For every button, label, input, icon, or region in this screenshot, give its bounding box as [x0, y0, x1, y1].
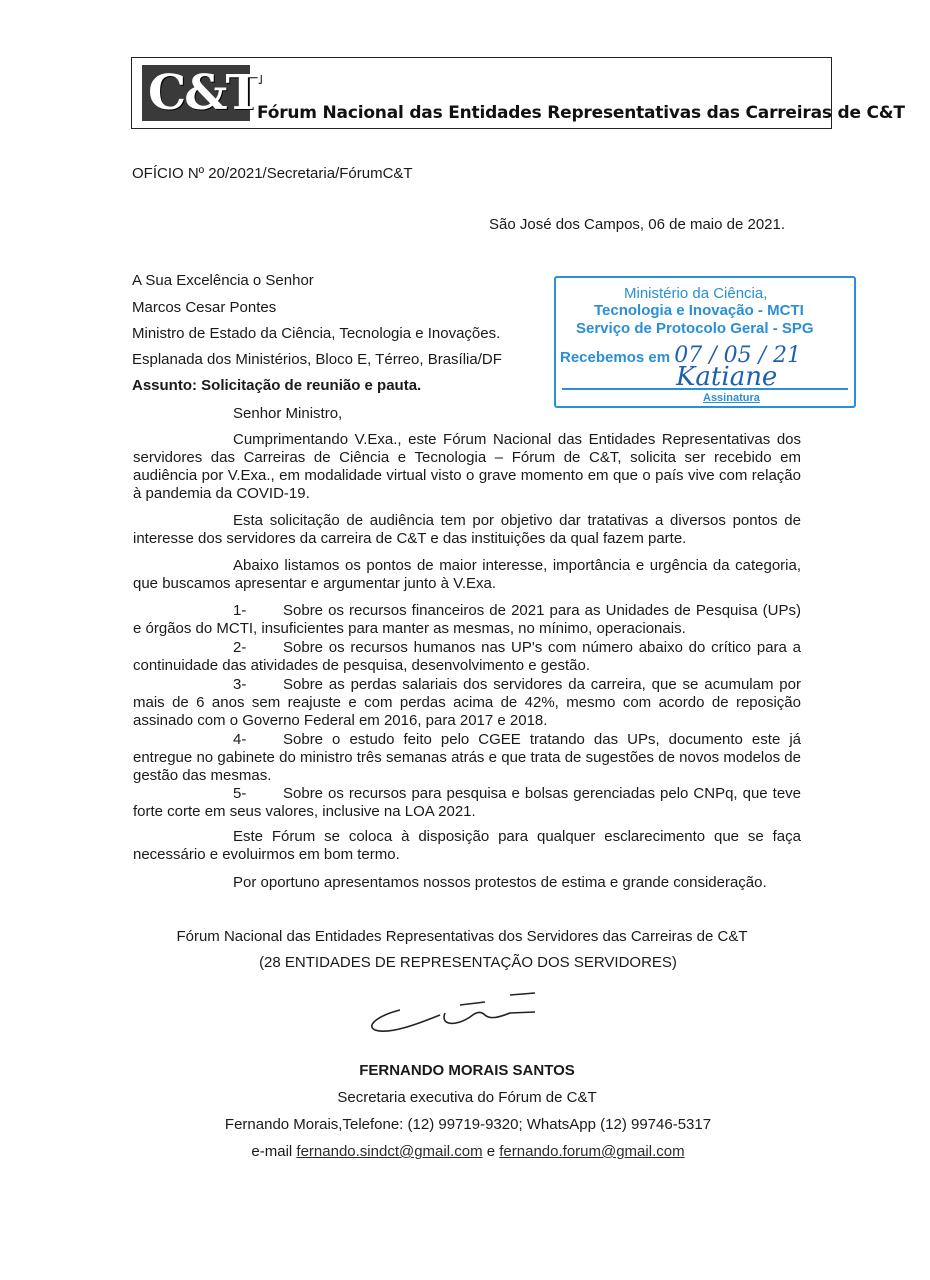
place-date: São José dos Campos, 06 de maio de 2021. [489, 216, 786, 233]
paragraph-1 [133, 431, 801, 503]
footer-organization: Fórum Nacional das Entidades Representativas dos Servidores das Carreiras de C&T [176, 928, 748, 945]
paragraph-3 [133, 557, 801, 593]
logo-text: C&T [148, 65, 260, 121]
signer-role: Secretaria executiva do Fórum de C&T [337, 1089, 597, 1106]
list-item-number: 1- [233, 602, 247, 619]
signer-name: FERNANDO MORAIS SANTOS [359, 1062, 575, 1079]
paragraph-5 [133, 874, 801, 892]
list-item-number: 2- [233, 639, 247, 656]
stamp-signature: Katiane [676, 362, 778, 392]
stamp-signature-line [562, 388, 848, 390]
paragraph-3-text: Abaixo listamos os pontos de maior interesse, importância e urgência da categoria, que buscamos apresentar e argumentar junto à V.Exa. [133, 557, 801, 592]
list-item [133, 639, 801, 675]
stamp-line-3: Serviço de Protocolo Geral - SPG [576, 320, 814, 337]
stamp-signature-label: Assinatura [703, 392, 760, 404]
handwritten-signature [360, 985, 590, 1040]
organization-logo [142, 65, 260, 121]
paragraph-1-text: Cumprimentando V.Exa., este Fórum Nacional das Entidades Representativas dos servidores das Carreiras de Ciência e Tecnologia – Fórum de C&T, solicita ser recebido em audiência por V.Exa., em modalidade virtual visto o grave momento em que o país vive com relação à pandemia da COVID-19. [133, 431, 801, 502]
addressee-address: Esplanada dos Ministérios, Bloco E, Térreo, Brasília/DF [132, 351, 502, 368]
addressee-role: Ministro de Estado da Ciência, Tecnologia e Inovações. [132, 325, 501, 342]
addressee-name: Marcos Cesar Pontes [132, 299, 277, 316]
signer-contact: Fernando Morais,Telefone: (12) 99719-9320; WhatsApp (12) 99746-5317 [224, 1116, 712, 1133]
signer-email-line [3, 1143, 930, 1161]
stamp-received-label: Recebemos em [560, 349, 671, 366]
paragraph-2-text: Esta solicitação de audiência tem por objetivo dar tratativas a diversos pontos de interesse dos servidores da carreira de C&T e das instituições da qual fazem parte. [133, 512, 801, 547]
paragraph-4 [133, 828, 801, 864]
protocol-stamp [554, 276, 856, 408]
stamp-date: 07 / 05 / 21 [674, 343, 802, 368]
list-item-text: Sobre os recursos financeiros de 2021 para as Unidades de Pesquisa (UPs) e órgãos do MCTI, insuficientes para manter as mesmas, no mínimo, operacionais. [133, 602, 801, 637]
stamp-line-1: Ministério da Ciência, [624, 285, 768, 302]
stamp-line-2: Tecnologia e Inovação - MCTI [594, 302, 804, 319]
paragraph-5-text: Por oportuno apresentamos nossos protestos de estima e grande consideração. [233, 874, 767, 891]
list-item-text: Sobre as perdas salariais dos servidores da carreira, que se acumulam por mais de 6 anos sem reajuste e com perdas acima de 42%, mesmo com acordo de reposição assinado com o Governo Federal em 2016, para 2017 e 2018. [133, 676, 801, 729]
footer-entities: (28 ENTIDADES DE REPRESENTAÇÃO DOS SERVIDORES) [259, 954, 677, 971]
list-item-number: 5- [233, 785, 247, 802]
subject-line: Assunto: Solicitação de reunião e pauta. [132, 377, 422, 394]
list-item [133, 785, 801, 821]
email-prefix: e-mail [251, 1143, 293, 1160]
list-item [133, 731, 801, 785]
list-item-number: 4- [233, 731, 247, 748]
email-link-1[interactable]: fernando.sindct@gmail.com [296, 1143, 483, 1160]
addressee-line-1: A Sua Excelência o Senhor [132, 272, 314, 289]
list-item-text: Sobre os recursos para pesquisa e bolsas gerenciadas pelo CNPq, que teve forte corte em seus valores, inclusive na LOA 2021. [133, 785, 801, 820]
letterhead [131, 57, 905, 129]
list-item [133, 602, 801, 638]
list-item-text: Sobre os recursos humanos nas UP's com número abaixo do crítico para a continuidade das atividades de pesquisa, desenvolvimento e gestão. [133, 639, 801, 674]
email-link-2[interactable]: fernando.forum@gmail.com [499, 1143, 685, 1160]
paragraph-2 [133, 512, 801, 548]
letterhead-title: Fórum Nacional das Entidades Representativas das Carreiras de C&T [257, 103, 905, 123]
email-separator: e [486, 1143, 496, 1160]
list-item-text: Sobre o estudo feito pelo CGEE tratando das UPs, documento este já entregue no gabinete do ministro três semanas atrás e que trata de sugestões de novos modelos de gestão das mesmas. [133, 731, 801, 784]
paragraph-4-text: Este Fórum se coloca à disposição para qualquer esclarecimento que se faça necessário e evoluirmos em bom termo. [133, 828, 801, 863]
oficio-number: OFÍCIO Nº 20/2021/Secretaria/FórumC&T [132, 165, 413, 182]
greeting: Senhor Ministro, [233, 405, 343, 422]
list-item-number: 3- [233, 676, 247, 693]
list-item [133, 676, 801, 730]
